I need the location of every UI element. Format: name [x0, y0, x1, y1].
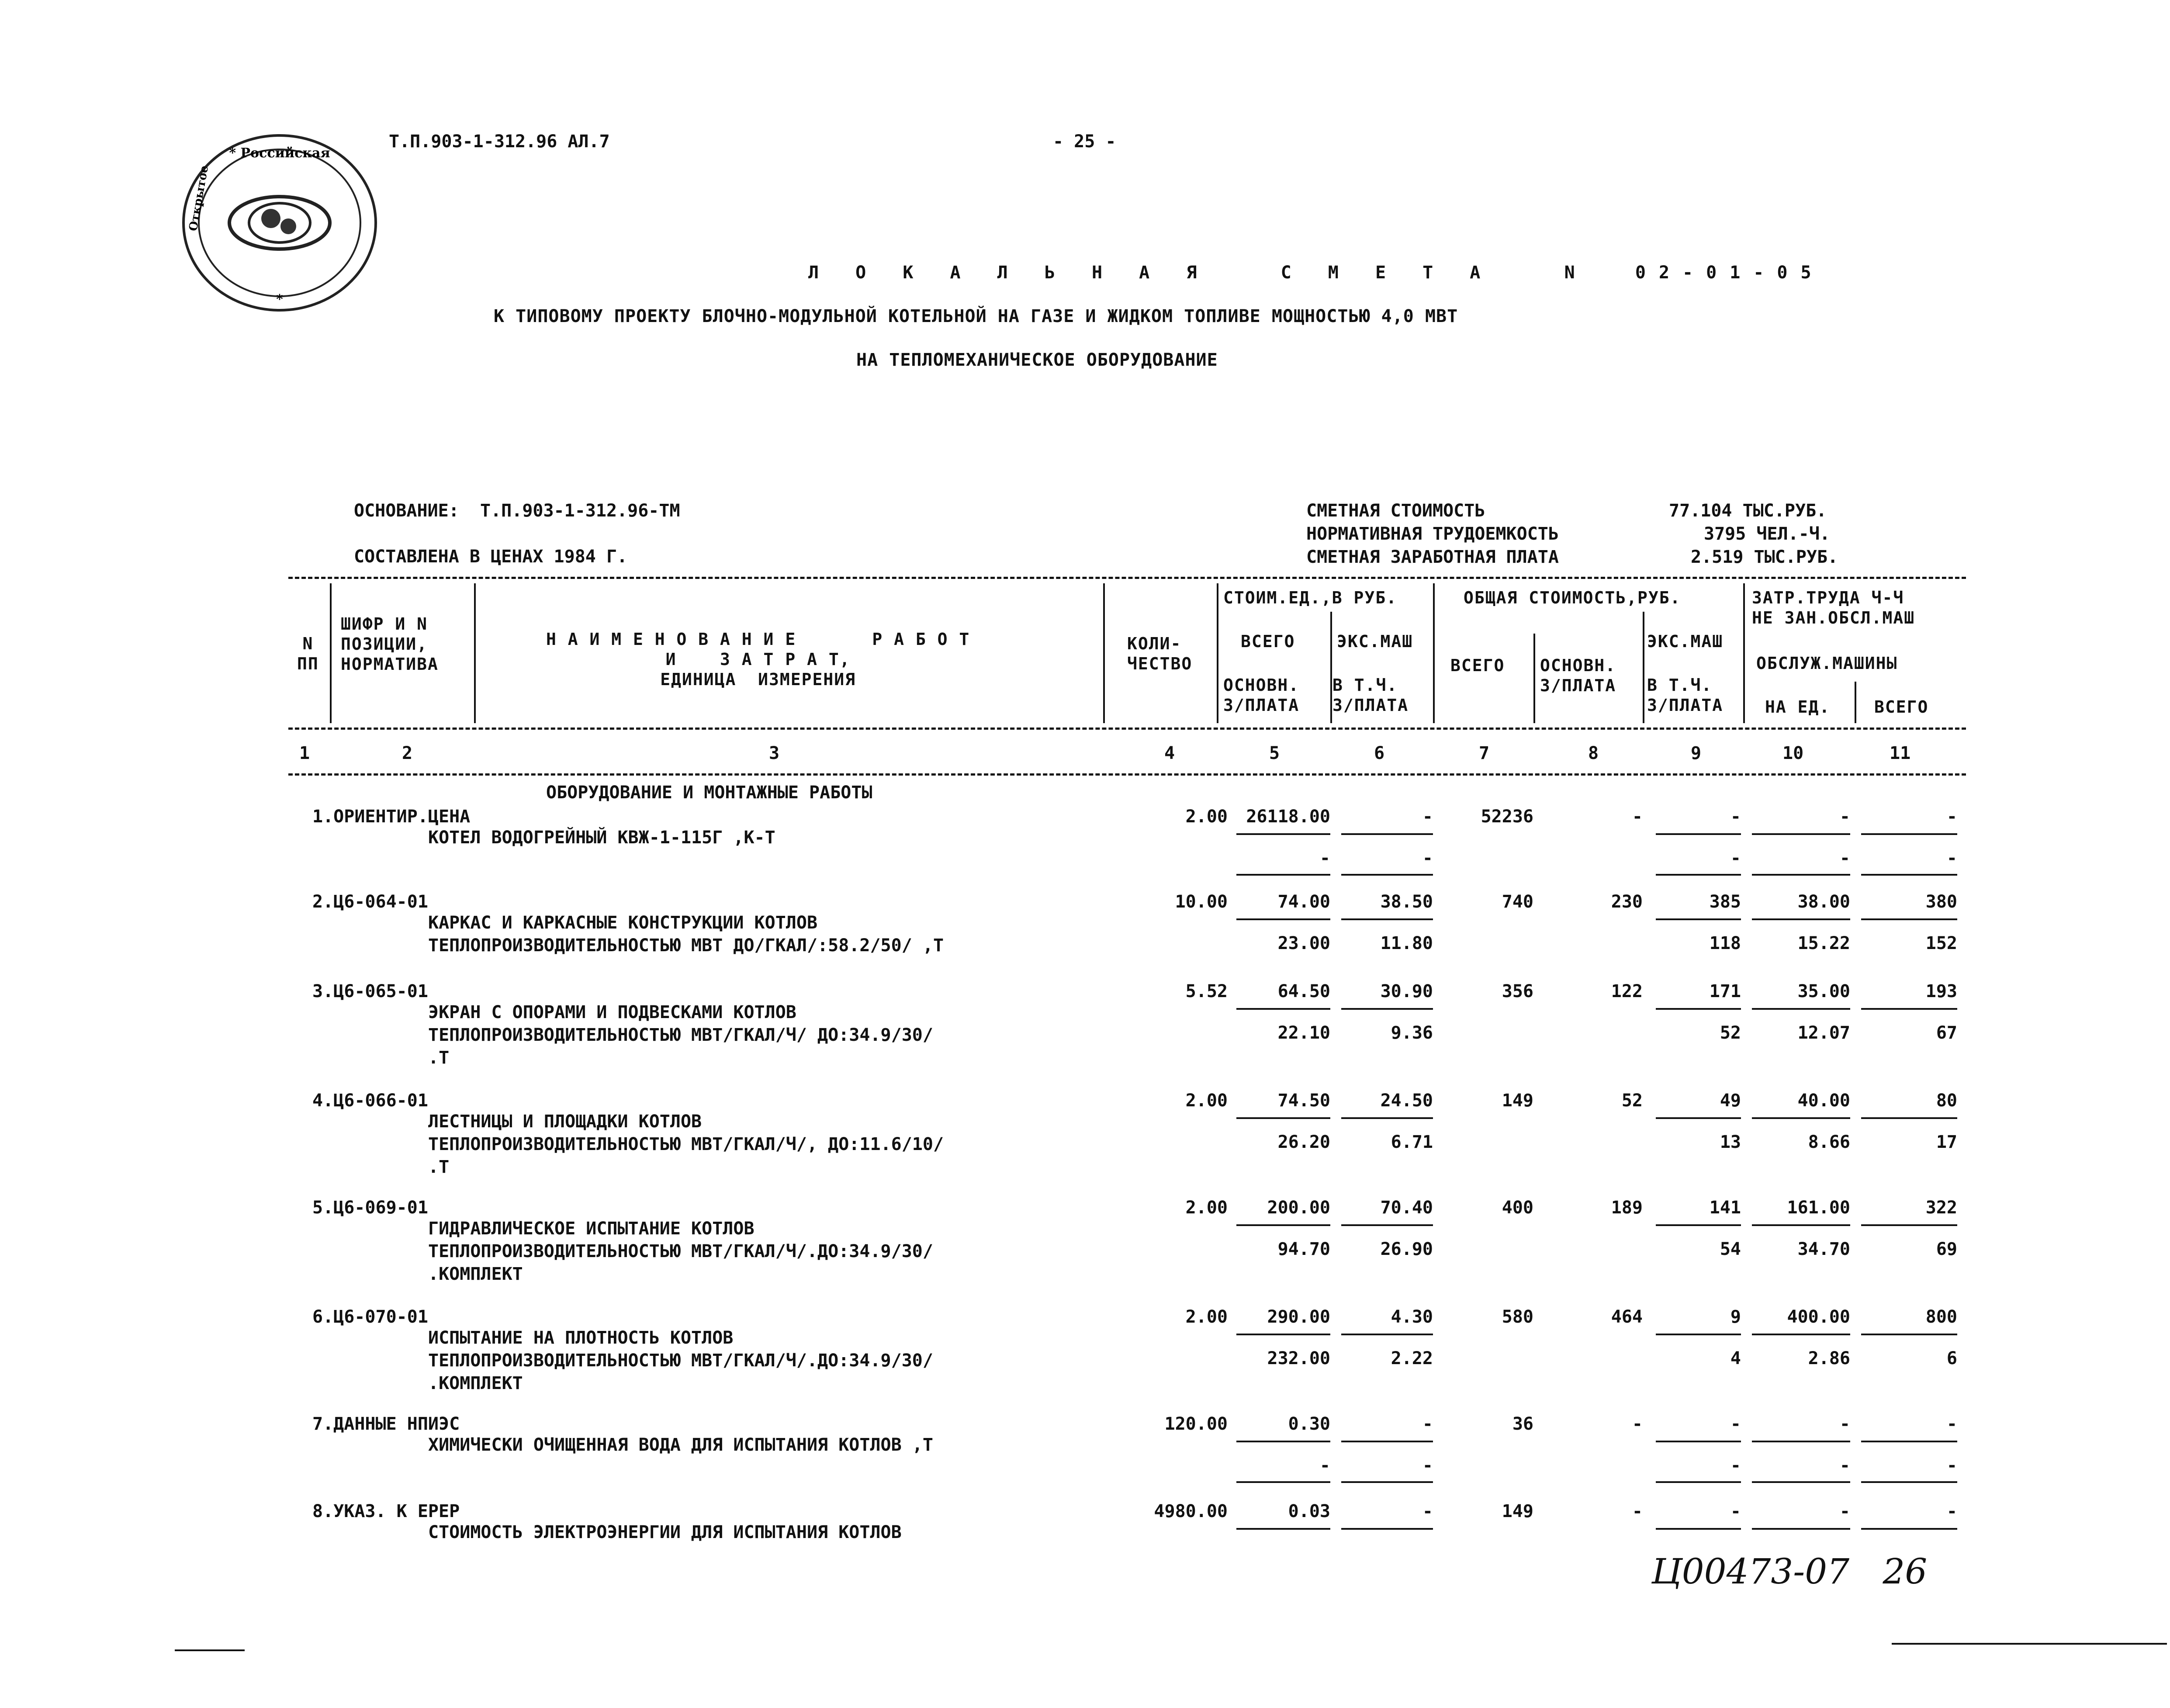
- cell-divider: [1236, 1481, 1330, 1483]
- row-machines: -: [1730, 1414, 1741, 1434]
- basis-line: ОСНОВАНИЕ: Т.П.903-1-312.96-ТМ: [354, 501, 680, 521]
- row-unit-total: 26118.00: [1246, 807, 1330, 827]
- row-unit-machines: 24.50: [1380, 1091, 1433, 1111]
- summary-value-cost: 77.104 ТЫС.РУБ.: [1669, 501, 1827, 521]
- row-code: 7.ДАННЫЕ НПИЭС: [312, 1414, 460, 1434]
- cell-divider: [1861, 1441, 1957, 1442]
- col-number: 8: [1588, 743, 1599, 763]
- row-incl-pay: 52: [1720, 1023, 1741, 1043]
- row-base-pay: -: [1632, 1501, 1643, 1521]
- row-service-total: -: [1946, 1501, 1957, 1521]
- row-unit-base-pay: -: [1319, 1455, 1330, 1476]
- cell-divider: [1341, 1334, 1433, 1335]
- handwritten-note: Ц00473-07 26: [1651, 1551, 1928, 1592]
- row-labor-unit: 12.07: [1797, 1023, 1850, 1043]
- cell-divider: [1341, 1528, 1433, 1530]
- cell-divider: [1341, 1224, 1433, 1226]
- cell-divider: [1752, 874, 1850, 876]
- row-code: 2.Ц6-064-01: [312, 892, 428, 912]
- row-name: ИСПЫТАНИЕ НА ПЛОТНОСТЬ КОТЛОВ: [428, 1328, 734, 1348]
- cell-divider: [1752, 833, 1850, 835]
- cell-divider: [1656, 918, 1741, 920]
- compiled-line: СОСТАВЛЕНА В ЦЕНАХ 1984 Г.: [354, 547, 628, 567]
- row-base-pay: 122: [1611, 981, 1643, 1001]
- row-code: 8.УКАЗ. К ЕРЕР: [312, 1501, 460, 1521]
- header-code: ШИФР И N ПОЗИЦИИ, НОРМАТИВА: [341, 614, 439, 674]
- document-code: Т.П.903-1-312.96 АЛ.7: [389, 132, 610, 152]
- row-service-unit: -: [1839, 1501, 1850, 1521]
- header-qty: КОЛИ- ЧЕСТВО: [1127, 634, 1193, 673]
- row-name: .Т: [428, 1157, 450, 1177]
- row-unit-total: 200.00: [1267, 1198, 1330, 1218]
- header-total-all: ВСЕГО: [1450, 656, 1505, 675]
- cell-divider: [1341, 918, 1433, 920]
- cell-divider: [1656, 1481, 1741, 1483]
- svg-text:*: *: [276, 292, 283, 307]
- header-total-cost: ОБЩАЯ СТОИМОСТЬ,РУБ.: [1464, 588, 1681, 607]
- cell-divider: [1752, 1481, 1850, 1483]
- col-number: 2: [402, 743, 413, 763]
- company-seal: [179, 131, 380, 315]
- row-unit-base-pay: 94.70: [1277, 1239, 1330, 1259]
- col-sep: [1855, 682, 1856, 723]
- cell-divider: [1341, 1008, 1433, 1010]
- row-qty: 120.00: [1164, 1414, 1228, 1434]
- row-code: 1.ОРИЕНТИР.ЦЕНА: [312, 807, 471, 827]
- col-sep: [474, 583, 476, 723]
- row-unit-machines: -: [1422, 807, 1433, 827]
- col-number: 3: [769, 743, 780, 763]
- cell-divider: [1752, 1528, 1850, 1530]
- row-service-unit: 161.00: [1787, 1198, 1850, 1218]
- row-base-pay: -: [1632, 807, 1643, 827]
- cell-divider: [1656, 1441, 1741, 1442]
- row-base-pay: 464: [1611, 1307, 1643, 1327]
- row-labor-unit: 2.86: [1808, 1348, 1850, 1368]
- row-service-total: 322: [1925, 1198, 1957, 1218]
- row-qty: 2.00: [1185, 1091, 1228, 1111]
- row-unit-total: 64.50: [1277, 981, 1330, 1001]
- row-labor-unit: -: [1839, 1455, 1850, 1476]
- row-labor-unit: 8.66: [1808, 1132, 1850, 1152]
- row-unit-machines: 30.90: [1380, 981, 1433, 1001]
- row-service-unit: 400.00: [1787, 1307, 1850, 1327]
- cell-divider: [1861, 874, 1957, 876]
- summary-label-cost: СМЕТНАЯ СТОИМОСТЬ: [1306, 501, 1485, 521]
- row-incl-pay: 118: [1709, 933, 1741, 953]
- cell-divider: [1861, 1224, 1957, 1226]
- header-labor: ЗАТР.ТРУДА Ч-Ч НЕ ЗАН.ОБСЛ.МАШ: [1752, 588, 1915, 627]
- row-service-total: -: [1946, 807, 1957, 827]
- row-service-total: 193: [1925, 981, 1957, 1001]
- row-machines: 171: [1709, 981, 1741, 1001]
- cell-divider: [1752, 1008, 1850, 1010]
- row-name: СТОИМОСТЬ ЭЛЕКТРОЭНЕРГИИ ДЛЯ ИСПЫТАНИЯ КОТЛОВ: [428, 1522, 902, 1542]
- row-qty: 2.00: [1185, 1307, 1228, 1327]
- row-incl-pay: 4: [1730, 1348, 1741, 1368]
- cell-divider: [1656, 874, 1741, 876]
- row-unit-incl-pay: 11.80: [1380, 933, 1433, 953]
- row-total: 580: [1502, 1307, 1533, 1327]
- col-number: 9: [1691, 743, 1702, 763]
- row-service-unit: -: [1839, 1414, 1850, 1434]
- row-service-unit: 38.00: [1797, 892, 1850, 912]
- row-labor-unit: 15.22: [1797, 933, 1850, 953]
- row-unit-machines: 38.50: [1380, 892, 1433, 912]
- row-base-pay: 189: [1611, 1198, 1643, 1218]
- row-unit-base-pay: 22.10: [1277, 1023, 1330, 1043]
- header-total-incl-pay: В Т.Ч. З/ПЛАТА: [1647, 676, 1724, 715]
- col-sep: [1330, 612, 1332, 723]
- row-labor-total: -: [1946, 1455, 1957, 1476]
- row-labor-unit: 34.70: [1797, 1239, 1850, 1259]
- row-name: .КОМПЛЕКТ: [428, 1373, 523, 1393]
- row-qty: 4980.00: [1154, 1501, 1228, 1521]
- summary-label-pay: СМЕТНАЯ ЗАРАБОТНАЯ ПЛАТА: [1306, 547, 1559, 567]
- cell-divider: [1236, 1008, 1330, 1010]
- cell-divider: [1861, 918, 1957, 920]
- row-base-pay: 52: [1621, 1091, 1643, 1111]
- header-unit-cost: СТОИМ.ЕД.,В РУБ.: [1223, 588, 1398, 607]
- row-name: ТЕПЛОПРОИЗВОДИТЕЛЬНОСТЬЮ МВТ/ГКАЛ/Ч/.ДО:34.9/30/: [428, 1351, 933, 1371]
- summary-value-pay: 2.519 ТЫС.РУБ.: [1691, 547, 1838, 567]
- row-machines: -: [1730, 1501, 1741, 1521]
- row-unit-incl-pay: -: [1422, 1455, 1433, 1476]
- cell-divider: [1752, 1334, 1850, 1335]
- svg-text:Открытое: Открытое: [187, 164, 211, 232]
- cell-divider: [1656, 1334, 1741, 1335]
- cell-divider: [1861, 833, 1957, 835]
- cell-divider: [1236, 1334, 1330, 1335]
- page-number: - 25 -: [1053, 132, 1116, 152]
- row-name: ХИМИЧЕСКИ ОЧИЩЕННАЯ ВОДА ДЛЯ ИСПЫТАНИЯ КОТЛОВ ,Т: [428, 1435, 933, 1455]
- header-total-machines: ЭКС.МАШ: [1647, 632, 1724, 651]
- row-base-pay: 230: [1611, 892, 1643, 912]
- cell-divider: [1752, 1441, 1850, 1442]
- row-unit-machines: 70.40: [1380, 1198, 1433, 1218]
- col-sep: [1217, 583, 1218, 723]
- col-number: 7: [1479, 743, 1490, 763]
- row-base-pay: -: [1632, 1414, 1643, 1434]
- row-code: 5.Ц6-069-01: [312, 1198, 428, 1218]
- col-sep: [1533, 634, 1535, 723]
- summary-value-labor: 3795 ЧЕЛ.-Ч.: [1704, 524, 1830, 544]
- row-labor-total: 6: [1946, 1348, 1957, 1368]
- row-labor-total: 67: [1936, 1023, 1957, 1043]
- cell-divider: [1861, 1528, 1957, 1530]
- row-unit-incl-pay: 6.71: [1391, 1132, 1433, 1152]
- col-sep: [1433, 583, 1435, 723]
- col-numbers-rule: [288, 773, 1966, 776]
- cell-divider: [1341, 874, 1433, 876]
- header-all2: ВСЕГО: [1874, 697, 1929, 717]
- header-per-unit: НА ЕД.: [1765, 697, 1831, 717]
- row-unit-total: 290.00: [1267, 1307, 1330, 1327]
- row-unit-base-pay: 26.20: [1277, 1132, 1330, 1152]
- row-machines: -: [1730, 807, 1741, 827]
- row-qty: 2.00: [1185, 807, 1228, 827]
- row-unit-incl-pay: -: [1422, 848, 1433, 868]
- row-unit-base-pay: -: [1319, 848, 1330, 868]
- row-code: 3.Ц6-065-01: [312, 981, 428, 1001]
- row-name: ТЕПЛОПРОИЗВОДИТЕЛЬНОСТЬЮ МВТ/ГКАЛ/Ч/, ДО:11.6/10/: [428, 1134, 944, 1154]
- row-service-total: 380: [1925, 892, 1957, 912]
- cell-divider: [1752, 918, 1850, 920]
- cell-divider: [1236, 1224, 1330, 1226]
- row-total: 36: [1512, 1414, 1533, 1434]
- header-unit-base-pay: ОСНОВН. З/ПЛАТА: [1223, 676, 1300, 715]
- row-total: 740: [1502, 892, 1533, 912]
- row-incl-pay: -: [1730, 848, 1741, 868]
- document-subtitle: К ТИПОВОМУ ПРОЕКТУ БЛОЧНО-МОДУЛЬНОЙ КОТЕЛЬНОЙ НА ГАЗЕ И ЖИДКОМ ТОПЛИВЕ МОЩНОСТЬЮ 4,0 МВТ: [494, 306, 1458, 326]
- cell-divider: [1341, 1117, 1433, 1119]
- row-labor-total: 17: [1936, 1132, 1957, 1152]
- row-qty: 2.00: [1185, 1198, 1228, 1218]
- header-unit-total: ВСЕГО: [1241, 632, 1295, 651]
- row-unit-machines: 4.30: [1391, 1307, 1433, 1327]
- col-number: 5: [1269, 743, 1280, 763]
- row-unit-machines: -: [1422, 1414, 1433, 1434]
- table-top-rule: [288, 577, 1966, 579]
- row-unit-incl-pay: 2.22: [1391, 1348, 1433, 1368]
- row-unit-total: 0.03: [1288, 1501, 1330, 1521]
- row-name: ТЕПЛОПРОИЗВОДИТЕЛЬНОСТЬЮ МВТ ДО/ГКАЛ/:58.2/50/ ,Т: [428, 935, 944, 956]
- cell-divider: [1236, 874, 1330, 876]
- row-service-total: -: [1946, 1414, 1957, 1434]
- cell-divider: [1861, 1117, 1957, 1119]
- header-name: Н А И М Е Н О В А Н И Е Р А Б О Т И З А Т Р А Т, ЕДИНИЦА ИЗМЕРЕНИЯ: [546, 630, 970, 689]
- row-name: КОТЕЛ ВОДОГРЕЙНЫЙ КВЖ-1-115Г ,К-Т: [428, 828, 775, 848]
- header-unit-machines: ЭКС.МАШ: [1337, 632, 1413, 651]
- cell-divider: [1236, 1441, 1330, 1442]
- cell-divider: [1341, 1481, 1433, 1483]
- cell-divider: [1861, 1334, 1957, 1335]
- row-name: .КОМПЛЕКТ: [428, 1264, 523, 1284]
- row-labor-unit: -: [1839, 848, 1850, 868]
- row-incl-pay: -: [1730, 1455, 1741, 1476]
- col-number: 6: [1374, 743, 1385, 763]
- row-qty: 5.52: [1185, 981, 1228, 1001]
- row-unit-total: 74.00: [1277, 892, 1330, 912]
- cell-divider: [1656, 1008, 1741, 1010]
- header-total-base-pay: ОСНОВН. З/ПЛАТА: [1540, 656, 1616, 695]
- row-name: ЛЕСТНИЦЫ И ПЛОЩАДКИ КОТЛОВ: [428, 1112, 702, 1132]
- col-number: 10: [1782, 743, 1804, 763]
- row-machines: 9: [1730, 1307, 1741, 1327]
- row-machines: 385: [1709, 892, 1741, 912]
- col-sep: [1103, 583, 1105, 723]
- cell-divider: [1861, 1481, 1957, 1483]
- document-title: Л О К А Л Ь Н А Я С М Е Т А N 02-01-05: [808, 263, 1824, 283]
- document-subtitle-2: НА ТЕПЛОМЕХАНИЧЕСКОЕ ОБОРУДОВАНИЕ: [856, 350, 1218, 370]
- row-name: ГИДРАВЛИЧЕСКОЕ ИСПЫТАНИЕ КОТЛОВ: [428, 1219, 754, 1239]
- row-service-total: 800: [1925, 1307, 1957, 1327]
- row-service-total: 80: [1936, 1091, 1957, 1111]
- header-service: ОБСЛУЖ.МАШИНЫ: [1756, 654, 1898, 673]
- header-unit-incl-pay: В Т.Ч. З/ПЛАТА: [1332, 676, 1409, 715]
- row-labor-total: 152: [1925, 933, 1957, 953]
- cell-divider: [1236, 1117, 1330, 1119]
- row-unit-base-pay: 232.00: [1267, 1348, 1330, 1368]
- row-unit-incl-pay: 26.90: [1380, 1239, 1433, 1259]
- cell-divider: [1861, 1008, 1957, 1010]
- row-service-unit: 40.00: [1797, 1091, 1850, 1111]
- row-total: 52236: [1481, 807, 1533, 827]
- row-name: ТЕПЛОПРОИЗВОДИТЕЛЬНОСТЬЮ МВТ/ГКАЛ/Ч/ ДО:34.9/30/: [428, 1025, 933, 1045]
- row-incl-pay: 13: [1720, 1132, 1741, 1152]
- row-unit-machines: -: [1422, 1501, 1433, 1521]
- cell-divider: [1656, 833, 1741, 835]
- row-incl-pay: 54: [1720, 1239, 1741, 1259]
- bottom-mark: [1892, 1643, 2167, 1645]
- row-unit-base-pay: 23.00: [1277, 933, 1330, 953]
- bottom-mark: [175, 1649, 245, 1651]
- row-name: ТЕПЛОПРОИЗВОДИТЕЛЬНОСТЬЮ МВТ/ГКАЛ/Ч/.ДО:34.9/30/: [428, 1241, 933, 1261]
- row-name: ЭКРАН С ОПОРАМИ И ПОДВЕСКАМИ КОТЛОВ: [428, 1002, 796, 1022]
- row-qty: 10.00: [1175, 892, 1228, 912]
- cell-divider: [1656, 1117, 1741, 1119]
- cell-divider: [1341, 833, 1433, 835]
- col-number: 4: [1164, 743, 1175, 763]
- col-number: 1: [299, 743, 310, 763]
- row-name: .Т: [428, 1048, 450, 1068]
- row-code: 6.Ц6-070-01: [312, 1307, 428, 1327]
- header-n: N ПП: [297, 634, 319, 673]
- section-title: ОБОРУДОВАНИЕ И МОНТАЖНЫЕ РАБОТЫ: [546, 783, 872, 803]
- row-code: 4.Ц6-066-01: [312, 1091, 428, 1111]
- cell-divider: [1752, 1224, 1850, 1226]
- col-sep: [330, 583, 332, 723]
- cell-divider: [1656, 1528, 1741, 1530]
- cell-divider: [1236, 918, 1330, 920]
- row-machines: 49: [1720, 1091, 1741, 1111]
- row-unit-incl-pay: 9.36: [1391, 1023, 1433, 1043]
- row-unit-total: 0.30: [1288, 1414, 1330, 1434]
- cell-divider: [1752, 1117, 1850, 1119]
- row-service-unit: -: [1839, 807, 1850, 827]
- row-unit-total: 74.50: [1277, 1091, 1330, 1111]
- row-labor-total: -: [1946, 848, 1957, 868]
- cell-divider: [1656, 1224, 1741, 1226]
- row-total: 149: [1502, 1091, 1533, 1111]
- col-number: 11: [1890, 743, 1911, 763]
- svg-text:* Российская: * Российская: [229, 146, 330, 161]
- row-total: 400: [1502, 1198, 1533, 1218]
- col-sep: [1743, 583, 1745, 723]
- row-total: 149: [1502, 1501, 1533, 1521]
- cell-divider: [1236, 1528, 1330, 1530]
- cell-divider: [1341, 1441, 1433, 1442]
- row-service-unit: 35.00: [1797, 981, 1850, 1001]
- cell-divider: [1236, 833, 1330, 835]
- header-bottom-rule: [288, 728, 1966, 730]
- row-name: КАРКАС И КАРКАСНЫЕ КОНСТРУКЦИИ КОТЛОВ: [428, 913, 818, 933]
- col-sep: [1643, 612, 1644, 723]
- summary-label-labor: НОРМАТИВНАЯ ТРУДОЕМКОСТЬ: [1306, 524, 1559, 544]
- row-labor-total: 69: [1936, 1239, 1957, 1259]
- row-total: 356: [1502, 981, 1533, 1001]
- row-machines: 141: [1709, 1198, 1741, 1218]
